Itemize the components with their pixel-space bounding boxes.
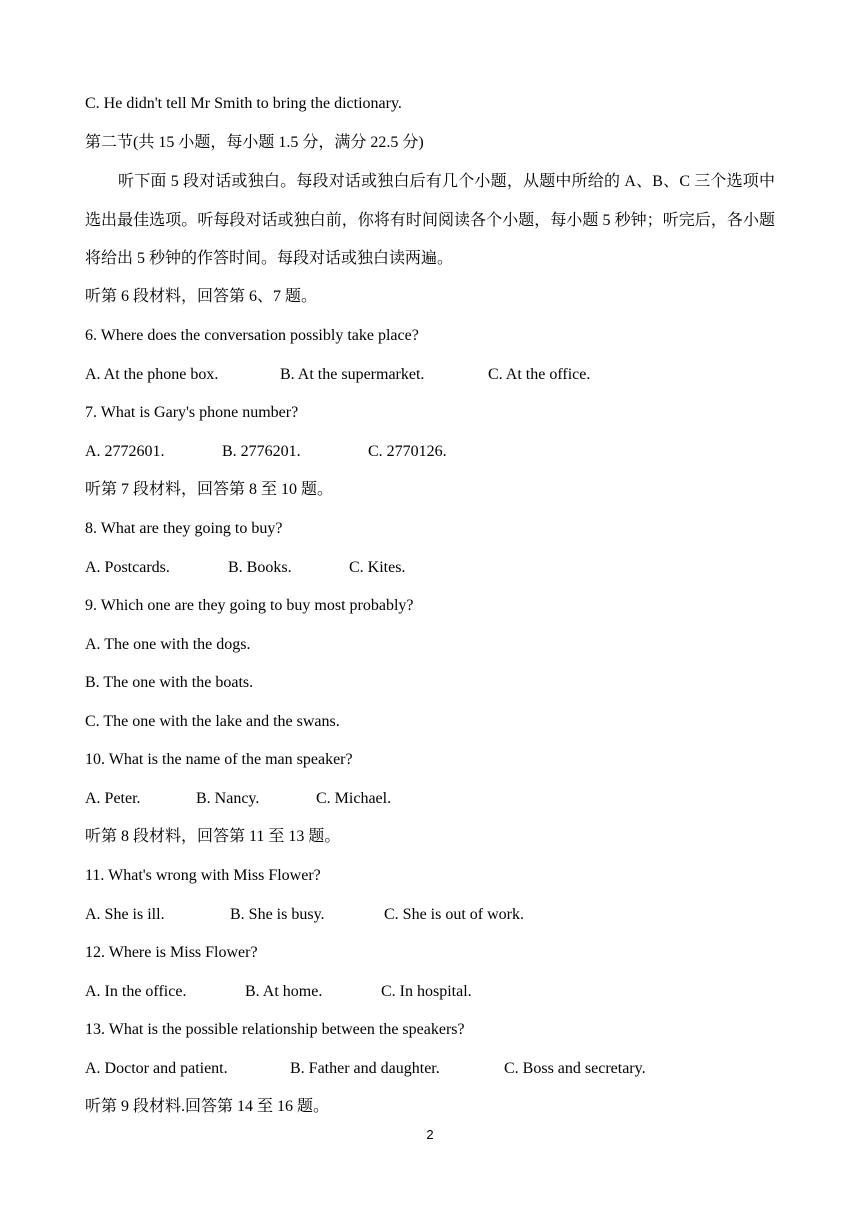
question-7: 7. What is Gary's phone number? [85, 404, 299, 421]
question-8-option-c: C. Kites. [349, 559, 406, 576]
material-heading-6: 听第 6 段材料，回答第 6、7 题。 [85, 288, 318, 305]
question-9-option-b: B. The one with the boats. [85, 674, 254, 691]
section-heading: 第二节(共 15 小题，每小题 1.5 分，满分 22.5 分) [85, 134, 424, 151]
question-9-option-c: C. The one with the lake and the swans. [85, 713, 340, 730]
question-6-option-a: A. At the phone box. [85, 366, 219, 383]
question-12-option-c: C. In hospital. [381, 983, 472, 1000]
question-12-option-b: B. At home. [245, 983, 323, 1000]
option-line-q5c: C. He didn't tell Mr Smith to bring the dictionary. [85, 95, 402, 112]
question-13-option-b: B. Father and daughter. [290, 1060, 440, 1077]
question-8-option-a: A. Postcards. [85, 559, 170, 576]
question-12: 12. Where is Miss Flower? [85, 944, 258, 961]
question-7-option-a: A. 2772601. [85, 443, 165, 460]
question-10: 10. What is the name of the man speaker? [85, 751, 353, 768]
question-8: 8. What are they going to buy? [85, 520, 283, 537]
question-7-option-b: B. 2776201. [222, 443, 301, 460]
question-6-option-b: B. At the supermarket. [280, 366, 425, 383]
question-11: 11. What's wrong with Miss Flower? [85, 867, 321, 884]
question-11-option-c: C. She is out of work. [384, 906, 524, 923]
question-10-option-b: B. Nancy. [196, 790, 260, 807]
question-10-option-c: C. Michael. [316, 790, 392, 807]
question-12-option-a: A. In the office. [85, 983, 187, 1000]
question-11-option-b: B. She is busy. [230, 906, 325, 923]
question-13-option-c: C. Boss and secretary. [504, 1060, 646, 1077]
question-11-option-a: A. She is ill. [85, 906, 165, 923]
page-number: 2 [426, 1127, 434, 1142]
material-heading-8: 听第 8 段材料，回答第 11 至 13 题。 [85, 828, 341, 845]
question-6: 6. Where does the conversation possibly take place? [85, 327, 419, 344]
material-heading-9: 听第 9 段材料.回答第 14 至 16 题。 [85, 1098, 330, 1115]
question-13-option-a: A. Doctor and patient. [85, 1060, 228, 1077]
question-8-option-b: B. Books. [228, 559, 292, 576]
question-13: 13. What is the possible relationship between the speakers? [85, 1021, 465, 1038]
instructions-paragraph: 听下面 5 段对话或独白。每段对话或独白后有几个小题，从题中所给的 A、B、C 三个选项中选出最佳选项。听每段对话或独白前，你将有时间阅读各个小题，每小题 5 秒钟；听完后，各小题将给出 5 秒钟的作答时间。每段对话或独白读两遍。 [85, 173, 775, 267]
question-9-option-a: A. The one with the dogs. [85, 636, 251, 653]
question-10-option-a: A. Peter. [85, 790, 141, 807]
material-heading-7: 听第 7 段材料，回答第 8 至 10 题。 [85, 481, 334, 498]
question-7-option-c: C. 2770126. [368, 443, 447, 460]
question-6-option-c: C. At the office. [488, 366, 591, 383]
question-9: 9. Which one are they going to buy most probably? [85, 597, 414, 614]
